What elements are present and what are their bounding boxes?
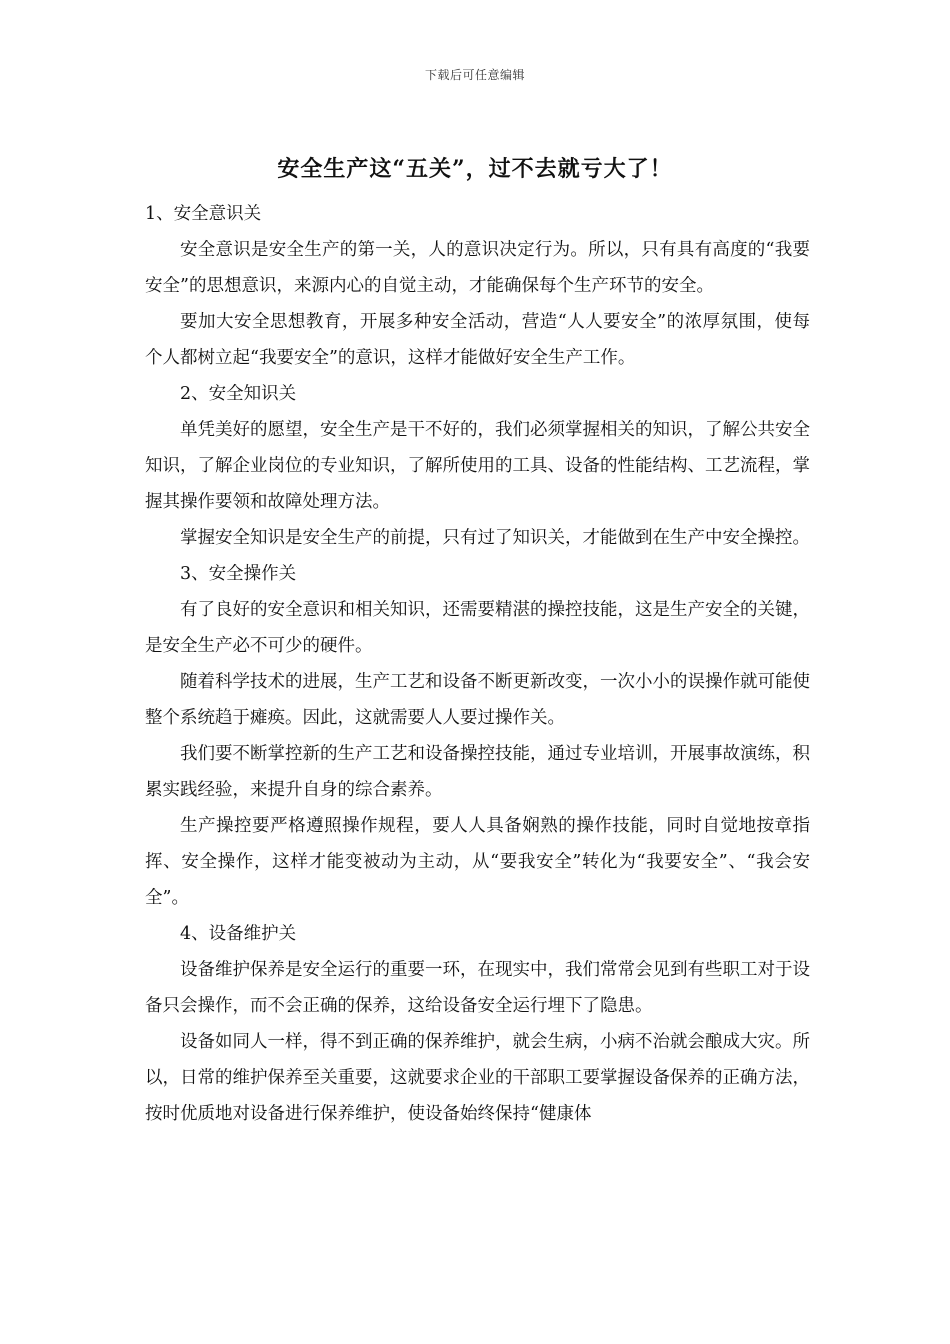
paragraph: 有了良好的安全意识和相关知识，还需要精湛的操控技能，这是生产安全的关键，是安全生产必不可少的硬件。 xyxy=(145,600,810,656)
paragraph: 生产操控要严格遵照操作规程，要人人具备娴熟的操作技能，同时自觉地按章指挥、安全操作，这样才能变被动为主动，从“要我安全”转化为“我要安全”、“我会安全”。 xyxy=(145,816,810,908)
paragraph: 掌握安全知识是安全生产的前提，只有过了知识关，才能做到在生产中安全操控。 xyxy=(180,528,810,548)
paragraph: 设备如同人一样，得不到正确的保养维护，就会生病，小病不治就会酿成大灾。所以，日常的维护保养至关重要，这就要求企业的干部职工要掌握设备保养的正确方法，按时优质地对设备进行保养维护，使设备始终保持“健康体 xyxy=(145,1032,810,1124)
section-heading-3: 3、安全操作关 xyxy=(180,564,297,584)
header-note: 下载后可任意编辑 xyxy=(424,68,525,82)
paragraph: 设备维护保养是安全运行的重要一环，在现实中，我们常常会见到有些职工对于设备只会操作，而不会正确的保养，这给设备安全运行埋下了隐患。 xyxy=(145,960,810,1016)
paragraph: 随着科学技术的进展，生产工艺和设备不断更新改变，一次小小的误操作就可能使整个系统趋于瘫痪。因此，这就需要人人要过操作关。 xyxy=(145,672,810,728)
paragraph: 要加大安全思想教育，开展多种安全活动，营造“人人要安全”的浓厚氛围，使每个人都树立起“我要安全”的意识，这样才能做好安全生产工作。 xyxy=(145,312,810,368)
document-title: 安全生产这“五关”，过不去就亏大了！ xyxy=(277,156,673,182)
paragraph: 我们要不断掌控新的生产工艺和设备操控技能，通过专业培训，开展事故演练，积累实践经验，来提升自身的综合素养。 xyxy=(145,744,810,800)
section-heading-4: 4、设备维护关 xyxy=(180,924,297,944)
document-body xyxy=(145,196,810,1132)
paragraph: 安全意识是安全生产的第一关，人的意识决定行为。所以，只有具有高度的“我要安全”的思想意识，来源内心的自觉主动，才能确保每个生产环节的安全。 xyxy=(145,240,810,296)
section-heading-1: 1、安全意识关 xyxy=(145,204,262,224)
section-heading-2: 2、安全知识关 xyxy=(180,384,297,404)
paragraph: 单凭美好的愿望，安全生产是干不好的，我们必须掌握相关的知识，了解公共安全知识，了解企业岗位的专业知识，了解所使用的工具、设备的性能结构、工艺流程，掌握其操作要领和故障处理方法。 xyxy=(145,420,810,512)
